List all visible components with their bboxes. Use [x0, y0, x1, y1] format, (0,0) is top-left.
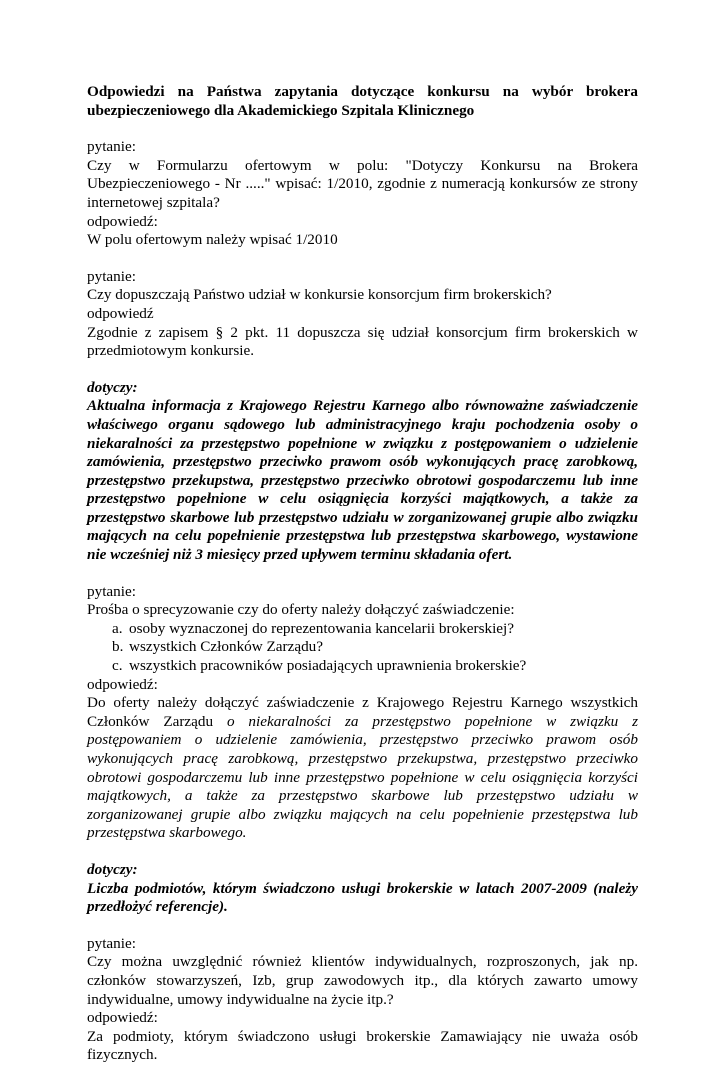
- section-block-1: [87, 379, 638, 565]
- section-label: dotyczy:: [87, 860, 138, 878]
- question-text: Prośba o sprecyzowanie czy do oferty należy dołączyć zaświadczenie:: [87, 601, 515, 619]
- answer-label: odpowiedź: [87, 304, 154, 322]
- answer-label: odpowiedź:: [87, 675, 158, 693]
- answer-text-plain: Do oferty należy dołączyć zaświadczenie z Krajowego Rejestru Karnego wszystkich Członków Zarządu: [87, 694, 638, 730]
- qa-block-4: [87, 935, 638, 1065]
- list-item: [112, 657, 638, 676]
- question-label: pytanie:: [87, 582, 136, 600]
- section-text: Liczba podmiotów, którym świadczono usługi brokerskie w latach 2007-2009 (należy przedłożyć referencje).: [87, 879, 638, 916]
- question-text: Czy dopuszczają Państwo udział w konkursie konsorcjum firm brokerskich?: [87, 286, 552, 304]
- list-item-text: wszystkich Członków Zarządu?: [129, 638, 324, 656]
- section-label: dotyczy:: [87, 378, 138, 396]
- list-marker: a.: [112, 619, 123, 637]
- answer-text: W polu ofertowym należy wpisać 1/2010: [87, 231, 338, 249]
- list-marker: c.: [112, 657, 123, 675]
- question-label: pytanie:: [87, 267, 136, 285]
- question-text: Czy w Formularzu ofertowym w polu: "Dotyczy Konkursu na Brokera Ubezpieczeniowego - Nr ....." wpisać: 1/2010, zgodnie z numeracją konkursów ze strony internetowej szpitala?: [87, 156, 638, 211]
- answer-label: odpowiedź:: [87, 1009, 158, 1027]
- options-list: [87, 620, 638, 676]
- document-page: [87, 83, 638, 1065]
- qa-block-2: [87, 268, 638, 361]
- list-item-text: wszystkich pracowników posiadających uprawnienia brokerskie?: [129, 657, 527, 675]
- qa-block-1: [87, 138, 638, 250]
- answer-text: Zgodnie z zapisem § 2 pkt. 11 dopuszcza się udział konsorcjum firm brokerskich w przedmiotowym konkursie.: [87, 323, 638, 360]
- list-item: [112, 619, 638, 639]
- question-label: pytanie:: [87, 934, 136, 952]
- section-block-2: [87, 861, 638, 917]
- document-title: Odpowiedzi na Państwa zapytania dotyczące konkursu na wybór brokera ubezpieczeniowego dla Akademickiego Szpitala Klinicznego: [87, 83, 638, 119]
- answer-text: [87, 694, 638, 843]
- answer-text-italic: o niekaralności za przestępstwo popełnione w związku z postępowaniem o udzielenie zamówienia, przestępstwo przeciwko prawom osób wykonujących pracę zarobkową, przestępstwo przekupstwa, przestępstwo przeciwko obrotowi gospodarczemu lub inne przestępstwo popełnione w celu osiągnięcia korzyści majątkowych, a także za przestępstwo skarbowe lub przestępstwo udziału w zorganizowanej grupie albo związku mających na celu popełnienie przestępstwa lub przestępstwa skarbowego.: [87, 712, 638, 842]
- answer-text: Za podmioty, którym świadczono usługi brokerskie Zamawiający nie uważa osób fizycznych.: [87, 1027, 638, 1064]
- list-item: [112, 638, 638, 657]
- section-text: Aktualna informacja z Krajowego Rejestru Karnego albo równoważne zaświadczenie właściwego organu sądowego lub administracyjnego kraju pochodzenia osoby o niekaralności za przestępstwo popełnione w związku z postępowaniem o udzielenie zamówienia, przestępstwo przeciwko prawom osób wykonujących pracę zarobkową, przestępstwo przekupstwa, przestępstwo przeciwko obrotowi gospodarczemu lub inne przestępstwo popełnione w celu osiągnięcia korzyści majątkowych, a także za przestępstwo skarbowe lub przestępstwo udziału w zorganizowanej grupie albo związku mających na celu popełnienie przestępstwa lub przestępstwa skarbowego, wystawione nie wcześniej niż 3 miesięcy przed upływem terminu składania ofert.: [87, 397, 638, 564]
- list-marker: b.: [112, 638, 124, 656]
- answer-label: odpowiedź:: [87, 212, 158, 230]
- question-label: pytanie:: [87, 138, 136, 156]
- list-item-text: osoby wyznaczonej do reprezentowania kancelarii brokerskiej?: [129, 619, 514, 637]
- question-text: Czy można uwzględnić również klientów indywidualnych, rozproszonych, jak np. członków stowarzyszeń, Izb, grup zawodowych itp., dla których zawarto umowy indywidualne, umowy indywidualne na życie itp.?: [87, 953, 638, 1008]
- qa-block-3: [87, 583, 638, 843]
